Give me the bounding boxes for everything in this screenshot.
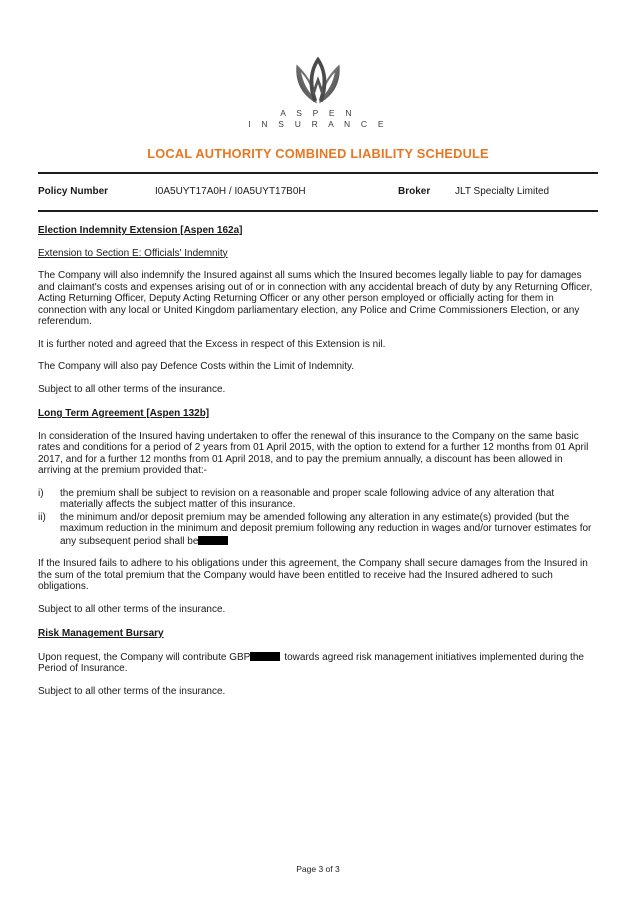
paragraph: It is further noted and agreed that the Excess in respect of this Extension is nil.: [38, 338, 386, 350]
aspen-logo-icon: [285, 54, 351, 106]
provisions-list: [38, 488, 598, 548]
brand-name-line2: I N S U R A N C E: [248, 119, 388, 129]
policy-number-label: Policy Number: [38, 186, 109, 197]
paragraph: The Company will also pay Defence Costs within the Limit of Indemnity.: [38, 361, 355, 372]
section-subheading: Extension to Section E: Officials' Indemnity: [38, 247, 228, 259]
paragraph: Subject to all other terms of the insurance.: [38, 383, 226, 395]
paragraph-segment: towards agreed risk management initiatives implemented during the Period of Insurance.: [38, 651, 584, 674]
paragraph: Subject to all other terms of the insurance.: [38, 603, 226, 615]
policy-number-value: I0A5UYT17A0H / I0A5UYT17B0H: [155, 186, 306, 197]
broker-value: JLT Specialty Limited: [455, 186, 550, 197]
broker-label: Broker: [398, 186, 431, 197]
list-item-text: the premium shall be subject to revision on a reasonable and proper scale following advice of any alteration that materially affects the subject matter of this insurance.: [60, 487, 555, 510]
document-body: [38, 225, 598, 697]
section-risk-management-bursary: [38, 628, 598, 697]
paragraph: The Company will also indemnify the Insured against all sums which the Insured becomes legally liable to pay for damages and claimant's costs and expenses arising out of or in connection with any accidental breach of duty by any Returning Officer, Acting Returning Officer, Deputy Acting Returning Officer or any other person employed or officially acting for them in connection with any local or United Kingdom parliamentary election, any Police and Crime Commissioners Election, or any referendum.: [38, 270, 593, 327]
section-long-term-agreement: [38, 408, 598, 615]
list-item: [38, 512, 598, 548]
paragraph-segment: Upon request, the Company will contribute GBP: [38, 651, 251, 663]
redaction-box: [198, 536, 228, 545]
paragraph: If the Insured fails to adhere to his obligations under this agreement, the Company shall secure damages from the Insured in the sum of the total premium that the Company would have been entitled to receive had the Insured adhered to such obligations.: [38, 558, 588, 592]
paragraph: In consideration of the Insured having undertaken to offer the renewal of this insurance to the Company on the same basic rates and conditions for a period of 2 years from 01 April 2015, with the option to extend for a further 12 months from 01 April 2017, and for a further 12 months from 01 April 2018, and to pay the premium annually, a discount has been allowed in arriving at the premium provided that:-: [38, 430, 589, 476]
list-item-marker: ii): [38, 511, 46, 523]
brand-header: [0, 0, 636, 130]
section-heading: Election Indemnity Extension [Aspen 162a]: [38, 225, 243, 236]
page-title: LOCAL AUTHORITY COMBINED LIABILITY SCHEDULE: [147, 146, 489, 161]
paragraph: Subject to all other terms of the insurance.: [38, 685, 226, 697]
list-item-marker: i): [38, 487, 44, 499]
redaction-box: [250, 652, 280, 661]
section-election-indemnity: [38, 225, 598, 395]
section-heading: Long Term Agreement [Aspen 132b]: [38, 408, 210, 419]
list-item-text-segment: the minimum and/or deposit premium may be amended following any alteration in any estimate(s) provided (but the maximum reduction in the minimum and deposit premium following any reduction in wages and/or turnover estimates for any subsequent period shall be: [60, 511, 592, 547]
policy-header-bar: [38, 172, 598, 212]
brand-name: [0, 108, 636, 130]
paragraph: [38, 651, 598, 675]
list-item: [38, 488, 598, 511]
section-heading: Risk Management Bursary: [38, 628, 164, 639]
page-number: Page 3 of 3: [296, 864, 340, 874]
list-item-text: [60, 512, 598, 548]
brand-name-line1: A S P E N: [280, 108, 356, 118]
